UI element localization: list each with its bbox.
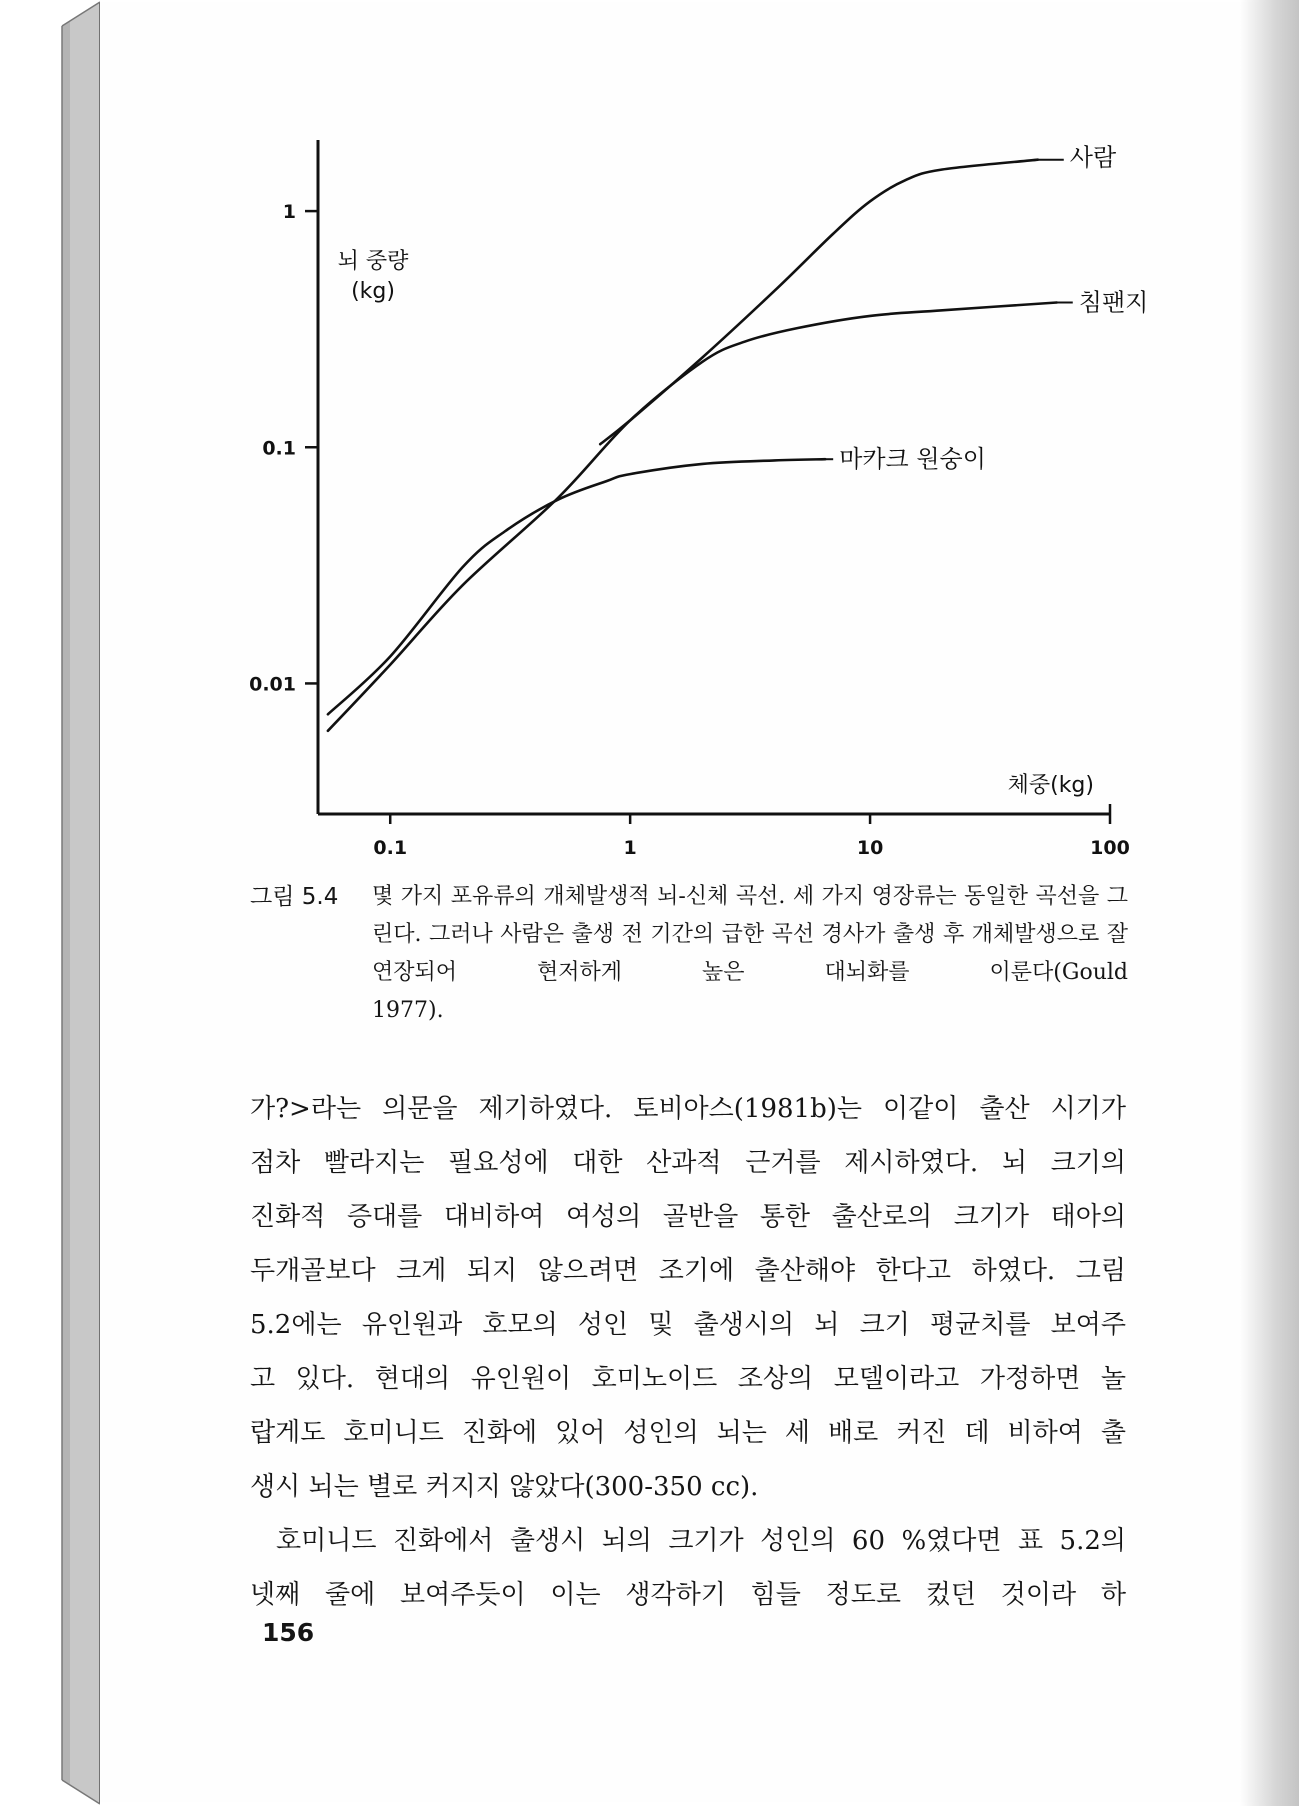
- body-line: 호미니드 진화에서 출생시 뇌의 크기가 성인의 60 %였다면 표 5.2의: [276, 1526, 1126, 1556]
- body-line: 점차 빨라지는 필요성에 대한 산과적 근거를 제시하였다. 뇌 크기의: [250, 1148, 1126, 1178]
- body-line: 랍게도 호미니드 진화에 있어 성인의 뇌는 세 배로 커진 데 비하여 출: [250, 1418, 1126, 1448]
- series-line-1: [600, 160, 1038, 445]
- body-line: 두개골보다 크게 되지 않으려면 조기에 출산해야 한다고 하였다. 그림: [250, 1256, 1126, 1286]
- body-line: 넷째 줄에 보여주듯이 이는 생각하기 힘들 정도로 컸던 것이라 하: [250, 1580, 1126, 1610]
- page-number: 156: [262, 1618, 315, 1647]
- caption-text-end: 1977).: [372, 998, 444, 1023]
- series-line-3: [328, 459, 825, 714]
- series-label-1: 사람: [1069, 143, 1117, 172]
- x-tick-label: 10: [856, 837, 884, 859]
- y-tick-label: 0.1: [262, 437, 296, 460]
- body-line: 진화적 증대를 대비하여 여성의 골반을 통한 출산로의 크기가 태아의: [250, 1202, 1126, 1232]
- body-line: 5.2에는 유인원과 호모의 성인 및 출생시의 뇌 크기 평균치를 보여주: [250, 1310, 1126, 1340]
- body-text: [250, 1082, 1126, 1622]
- brain-body-chart: [0, 0, 1299, 870]
- series-label-3: 마카크 원숭이: [839, 445, 986, 474]
- body-line: 고 있다. 현대의 유인원이 호미노이드 조상의 모델이라고 가정하면 놀: [250, 1364, 1126, 1394]
- y-axis-label: 뇌 중량 (kg): [337, 249, 409, 304]
- caption-label: 그림 5.4: [250, 884, 339, 910]
- body-line: 생시 뇌는 별로 커지지 않았다(300-350 cc).: [250, 1472, 759, 1502]
- x-tick-label: 0.1: [373, 837, 408, 859]
- x-axis-label: 체중(kg): [1007, 773, 1094, 798]
- caption-text: 몇 가지 포유류의 개체발생적 뇌-신체 곡선. 세 가지 영장류는 동일한 곡선을 그린다. 그러나 사람은 출생 전 기간의 급한 곡선 경사가 출생 후 개체발생으로 잘 연장되어 현저하게 높은 대뇌화를 이룬다(Gould: [372, 884, 1128, 985]
- series-label-2: 침팬지: [1078, 288, 1149, 317]
- y-tick-label: 0.01: [249, 673, 296, 696]
- body-line: 가?>라는 의문을 제기하였다. 토비아스(1981b)는 이같이 출산 시기가: [250, 1094, 1126, 1124]
- x-tick-label: 1: [623, 837, 637, 859]
- chart-labels: [839, 144, 1148, 473]
- chart-axes: [318, 140, 1110, 814]
- x-tick-label: 100: [1090, 837, 1130, 859]
- y-tick-label: 1: [282, 201, 296, 224]
